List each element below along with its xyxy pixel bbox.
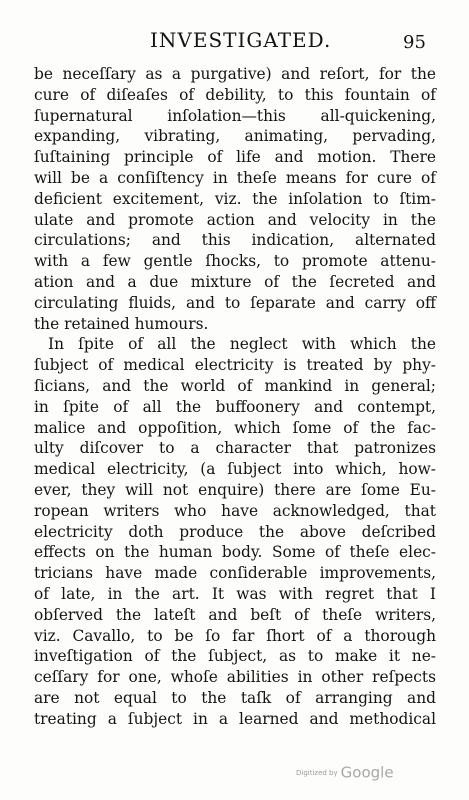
text-line: electricity doth produce the above deſcribed bbox=[34, 522, 436, 541]
text-line: be neceſſary as a purgative) and reſort, for the bbox=[34, 65, 436, 83]
page-number: 95 bbox=[403, 32, 426, 53]
text-line: deficient excitement, viz. the inſolation to ſtim- bbox=[34, 189, 436, 208]
text-line: ation and a due mixture of the ſecreted and bbox=[34, 272, 436, 291]
text-line: ropean writers who have acknowledged, that bbox=[34, 501, 436, 520]
text-line: effects on the human body. Some of theſe elec- bbox=[34, 543, 436, 562]
text-line: with a few gentle ſhocks, to promote attenu- bbox=[34, 252, 436, 271]
text-line: medical electricity, (a ſubject into which, how- bbox=[34, 460, 436, 479]
text-line: inveſtigation of the ſubject, as to make it ne- bbox=[34, 647, 436, 666]
text-line: malice and oppoſition, which ſome of the fac- bbox=[34, 418, 436, 437]
digitized-by-label: Digitized by bbox=[296, 768, 338, 777]
text-line: are not equal to the taſk of arranging and bbox=[34, 688, 436, 707]
text-line: viz. Cavallo, to be ſo far ſhort of a thorough bbox=[34, 626, 436, 645]
running-head: INVESTIGATED. bbox=[150, 28, 332, 52]
text-line: of late, in the art. It was with regret that I bbox=[34, 584, 436, 603]
text-line: treating a ſubject in a learned and methodical bbox=[34, 709, 436, 728]
text-line: cure of diſeaſes of debility, to this fountain of bbox=[34, 85, 436, 104]
body-text bbox=[34, 64, 436, 730]
text-line: circulating fluids, and to ſeparate and carry off bbox=[34, 293, 436, 312]
text-line: ſupernatural inſolation—this all-quickening, bbox=[34, 106, 436, 125]
google-logo: Google bbox=[340, 763, 394, 782]
text-line: In ſpite of all the neglect with which the bbox=[48, 335, 436, 354]
text-line: tricians have made conſiderable improvements, bbox=[34, 564, 436, 583]
text-line: ceſſary for one, whoſe abilities in other reſpects bbox=[34, 668, 436, 687]
text-line: obſerved the lateſt and beſt of theſe writers, bbox=[34, 605, 436, 624]
digitization-watermark bbox=[296, 762, 394, 786]
text-line: ſubject of medical electricity is treated by phy- bbox=[34, 356, 436, 375]
text-line: in ſpite of all the buffoonery and contempt, bbox=[34, 397, 436, 416]
text-line: ever, they will not enquire) there are ſome Eu- bbox=[34, 480, 436, 499]
text-line: ulty diſcover to a character that patronizes bbox=[34, 439, 436, 458]
text-line: circulations; and this indication, alternated bbox=[34, 231, 436, 250]
text-line: ulate and promote action and velocity in the bbox=[34, 210, 436, 229]
text-line: expanding, vibrating, animating, pervading, bbox=[34, 127, 436, 146]
text-line: will be a conſiſtency in theſe means for cure of bbox=[34, 168, 436, 187]
text-line: the retained humours. bbox=[34, 314, 209, 333]
text-line: ſicians, and the world of mankind in general; bbox=[34, 376, 436, 395]
text-line: ſuſtaining principle of life and motion. There bbox=[34, 148, 436, 167]
page-header bbox=[0, 28, 469, 58]
